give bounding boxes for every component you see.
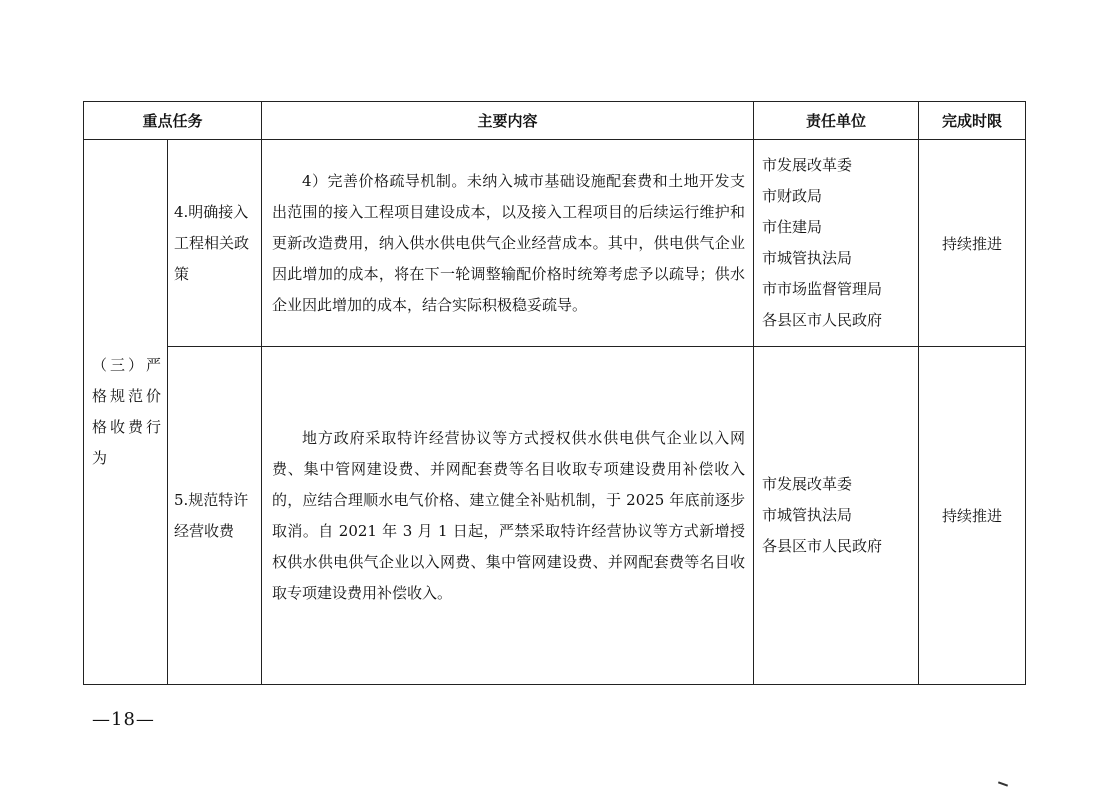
deadline-cell: 持续推进 (919, 347, 1026, 685)
unit-item: 市发展改革委 (762, 475, 853, 493)
unit-item: 市住建局 (762, 218, 823, 236)
content-paragraph: 地方政府采取特许经营协议等方式授权供水供电供气企业以入网费、集中管网建设费、并网配套费等名目收取专项建设费用补偿收入的，应结合理顺水电气价格、建立健全补贴机制，于 2025 年底前逐步取消。自 2021 年 3 月 1 日起，严禁采取特许经营协议等方式新增授权供水供电供气企业以入网费、集中管网建设费、并网配套费等名目收取专项建设费用补偿收入。 (272, 428, 746, 602)
table-header-row (84, 102, 1026, 140)
content-cell (262, 140, 754, 347)
unit-item: 各县区市人民政府 (762, 311, 883, 329)
unit-item: 市市场监督管理局 (762, 280, 883, 298)
unit-item: 市城管执法局 (762, 506, 853, 524)
table-row (84, 140, 1026, 347)
policy-task-table (83, 101, 1026, 685)
unit-item: 各县区市人民政府 (762, 537, 883, 555)
task-cell: 4.明确接入工程相关政策 (168, 140, 262, 347)
unit-item: 市财政局 (762, 187, 823, 205)
header-deadline: 完成时限 (919, 102, 1026, 140)
content-cell (262, 347, 754, 685)
unit-item: 市城管执法局 (762, 249, 853, 267)
header-key-task: 重点任务 (84, 102, 262, 140)
table-row (84, 347, 1026, 685)
content-paragraph: 4）完善价格疏导机制。未纳入城市基础设施配套费和土地开发支出范围的接入工程项目建设成本，以及接入工程项目的后续运行维护和更新改造费用，纳入供水供电供气企业经营成本。其中，供电供气企业因此增加的成本，将在下一轮调整输配价格时统筹考虑予以疏导；供水企业因此增加的成本，结合实际积极稳妥疏导。 (272, 171, 746, 314)
units-cell (754, 347, 919, 685)
task-cell: 5.规范特许经营收费 (168, 347, 262, 685)
deadline-cell: 持续推进 (919, 140, 1026, 347)
units-cell (754, 140, 919, 347)
scan-speck-decoration (998, 781, 1008, 786)
unit-item: 市发展改革委 (762, 156, 853, 174)
header-responsible-unit: 责任单位 (754, 102, 919, 140)
header-main-content: 主要内容 (262, 102, 754, 140)
page-number: —18— (92, 709, 155, 730)
category-cell: （三）严格规范价格收费行为 (84, 140, 168, 685)
